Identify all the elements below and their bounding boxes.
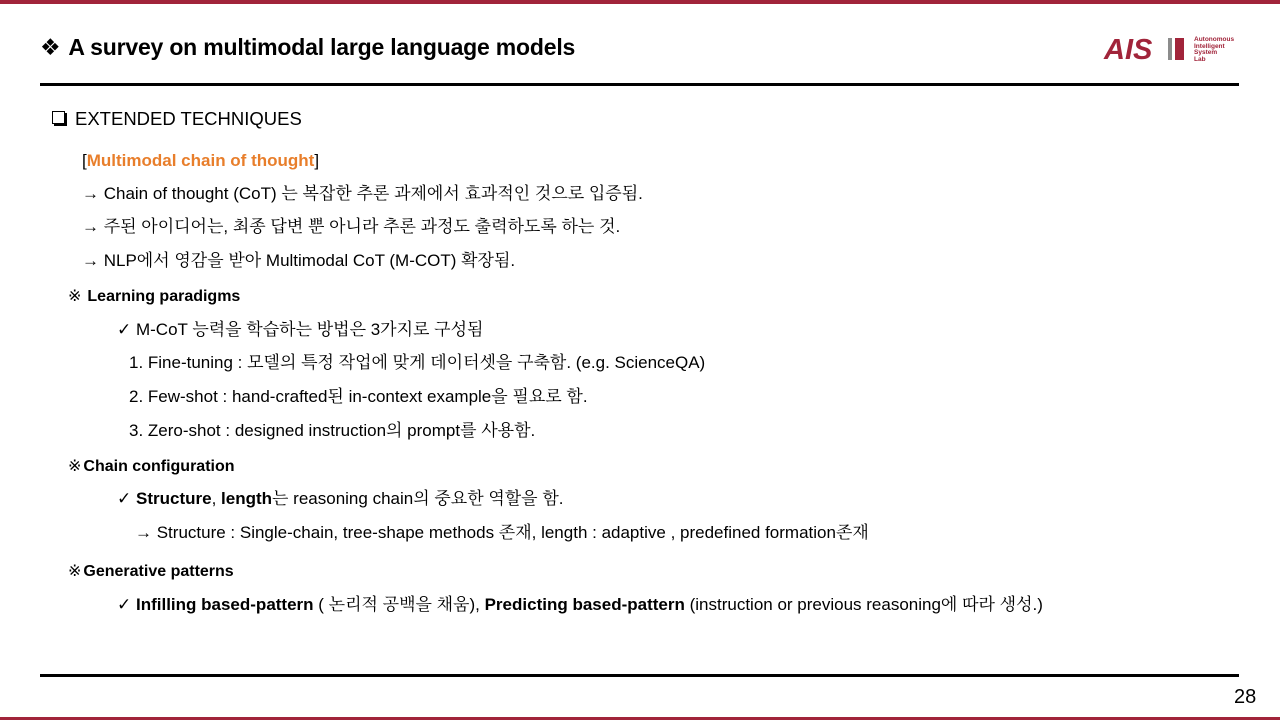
page-number: 28 xyxy=(1234,686,1257,708)
logo-word: Lab xyxy=(1194,56,1206,64)
reference-mark-icon: ※ xyxy=(68,458,82,475)
mcot-point: → 주된 아이디어는, 최종 답변 뿐 아니라 추론 과정도 출력하도록 하는 것. xyxy=(82,217,621,236)
learning-item: 1. Fine-tuning : 모델의 특정 작업에 맞게 데이터셋을 구축함. (e.g. ScienceQA) xyxy=(129,353,706,372)
check-icon: ✓ xyxy=(117,489,132,508)
section-heading-text: EXTENDED TECHNIQUES xyxy=(75,108,302,129)
chain-heading-text: Chain configuration xyxy=(83,458,235,475)
learning-item: 2. Few-shot : hand-crafted된 in-context example을 필요로 함. xyxy=(129,387,588,406)
mcot-point: → Chain of thought (CoT) 는 복잡한 추론 과제에서 효과적인 것으로 입증됨. xyxy=(82,184,643,203)
structure-term: Structure xyxy=(135,489,212,508)
reference-mark-icon: ※ xyxy=(68,288,82,305)
checkbox-bullet-icon xyxy=(52,111,65,124)
reference-mark-icon: ※ xyxy=(68,563,82,580)
logo-words xyxy=(1194,37,1234,64)
footer-divider xyxy=(40,674,1239,677)
chain-configuration-heading xyxy=(68,456,235,478)
generative-check-point xyxy=(117,594,1043,616)
section-heading xyxy=(52,108,302,130)
learning-paradigms-heading xyxy=(68,286,240,308)
chain-check-point xyxy=(117,488,563,510)
generative-patterns-heading xyxy=(68,561,234,583)
chain-check-rest: 는 reasoning chain의 중요한 역할을 함. xyxy=(272,489,564,508)
infilling-term: Infilling based-pattern xyxy=(135,595,314,614)
predicting-rest: (instruction or previous reasoning에 따라 생성.) xyxy=(684,595,1043,614)
length-term: length xyxy=(221,489,273,508)
bracket-close: ] xyxy=(314,151,320,170)
logo-gray-bar xyxy=(1168,38,1172,60)
slide-title-text: A survey on multimodal large language models xyxy=(68,34,576,60)
mcot-heading xyxy=(82,150,319,172)
header-divider xyxy=(40,83,1239,86)
ais-lab-logo xyxy=(1104,36,1239,68)
chain-detail: → Structure : Single-chain, tree-shape methods 존재, length : adaptive , predefined formation존재 xyxy=(135,523,869,542)
bracket-open: [ xyxy=(82,151,87,170)
diamond-bullet-icon: ❖ xyxy=(40,34,61,60)
slide-title xyxy=(40,34,575,61)
logo-word: Autonomous xyxy=(1194,36,1235,43)
predicting-term: Predicting based-pattern xyxy=(484,595,685,614)
logo-red-bar xyxy=(1175,38,1184,60)
learning-item: 3. Zero-shot : designed instruction의 prompt를 사용함. xyxy=(129,421,536,440)
generative-heading-text: Generative patterns xyxy=(83,563,234,580)
mcot-heading-text: Multimodal chain of thought xyxy=(86,151,315,170)
logo-word: Intelligent xyxy=(1194,42,1225,50)
learning-check-point: ✓ M-CoT 능력을 학습하는 방법은 3가지로 구성됨 xyxy=(117,320,484,339)
check-icon: ✓ xyxy=(117,595,132,614)
logo-word: System xyxy=(1194,49,1218,57)
top-accent-bar xyxy=(0,0,1280,4)
learning-heading-text: Learning paradigms xyxy=(87,288,241,305)
mcot-point: → NLP에서 영감을 받아 Multimodal CoT (M-COT) 확장됨. xyxy=(82,251,516,270)
infilling-rest: ( 논리적 공백을 채움), xyxy=(313,595,485,614)
comma: , xyxy=(211,489,217,508)
logo-wordmark: AIS xyxy=(1104,34,1153,66)
